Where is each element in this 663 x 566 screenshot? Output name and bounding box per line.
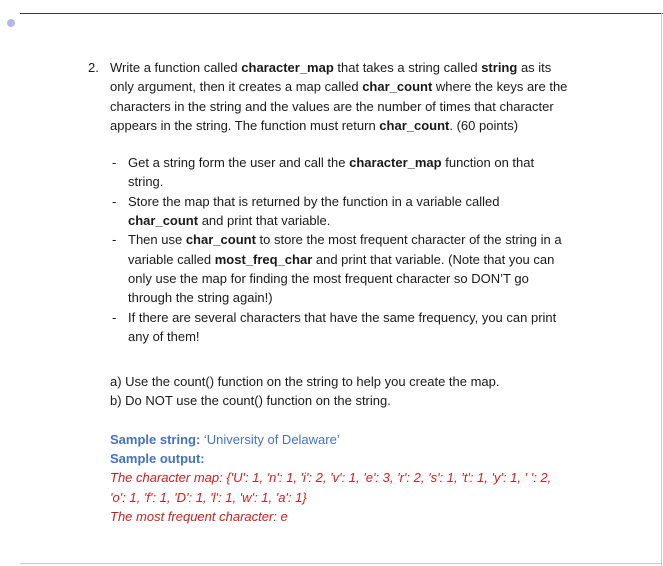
- sample-map-line: The character map: {'U': 1, 'n': 1, 'i': 2, 'v': 1, 'e': 3, 'r': 2, 's': 1, 't': 1, 'y': 1, ' ': 2, 'o': 1, 'f': 1, 'D': 1, 'l': 1, 'w': 1, 'a': 1}: [110, 470, 552, 505]
- list-item: - Store the map that is returned by the function in a variable called char_count and print that variable.: [112, 193, 500, 229]
- list-item: - Then use char_count to store the most frequent character of the string in a variable called most_freq_char and print that variable. (Note that you can only use the map for finding the most frequent character so DON’T go through the string again!): [112, 232, 562, 306]
- question-text: Write a function called character_map that takes a string called string as its only argument, then it creates a map called char_count where the keys are the characters in the string and the values are the number of times that character appears in the string. The function must return char_count. (60 points): [110, 60, 568, 133]
- sub-parts: [110, 372, 568, 411]
- sample-string: Sample string: ‘University of Delaware’: [110, 431, 340, 447]
- part-a: a) Use the count() function on the string to help you create the map.: [110, 374, 500, 390]
- top-border-line: [20, 13, 663, 14]
- bottom-border-line: [20, 563, 661, 564]
- sample-frequent-line: The most frequent character: e: [110, 508, 288, 524]
- part-b: b) Do NOT use the count() function on the string.: [110, 393, 391, 409]
- right-border-line: [661, 13, 662, 566]
- list-item: - If there are several characters that have the same frequency, you can print any of them!: [112, 309, 557, 344]
- requirements-list: [110, 153, 568, 346]
- sample-output-label: Sample output:: [110, 451, 205, 467]
- sample-section: [110, 430, 568, 526]
- question-number: 2.: [88, 60, 99, 75]
- list-item: - Get a string form the user and call the character_map function on that string.: [112, 155, 535, 190]
- document-body: [88, 58, 568, 526]
- marker-dot: [7, 19, 15, 27]
